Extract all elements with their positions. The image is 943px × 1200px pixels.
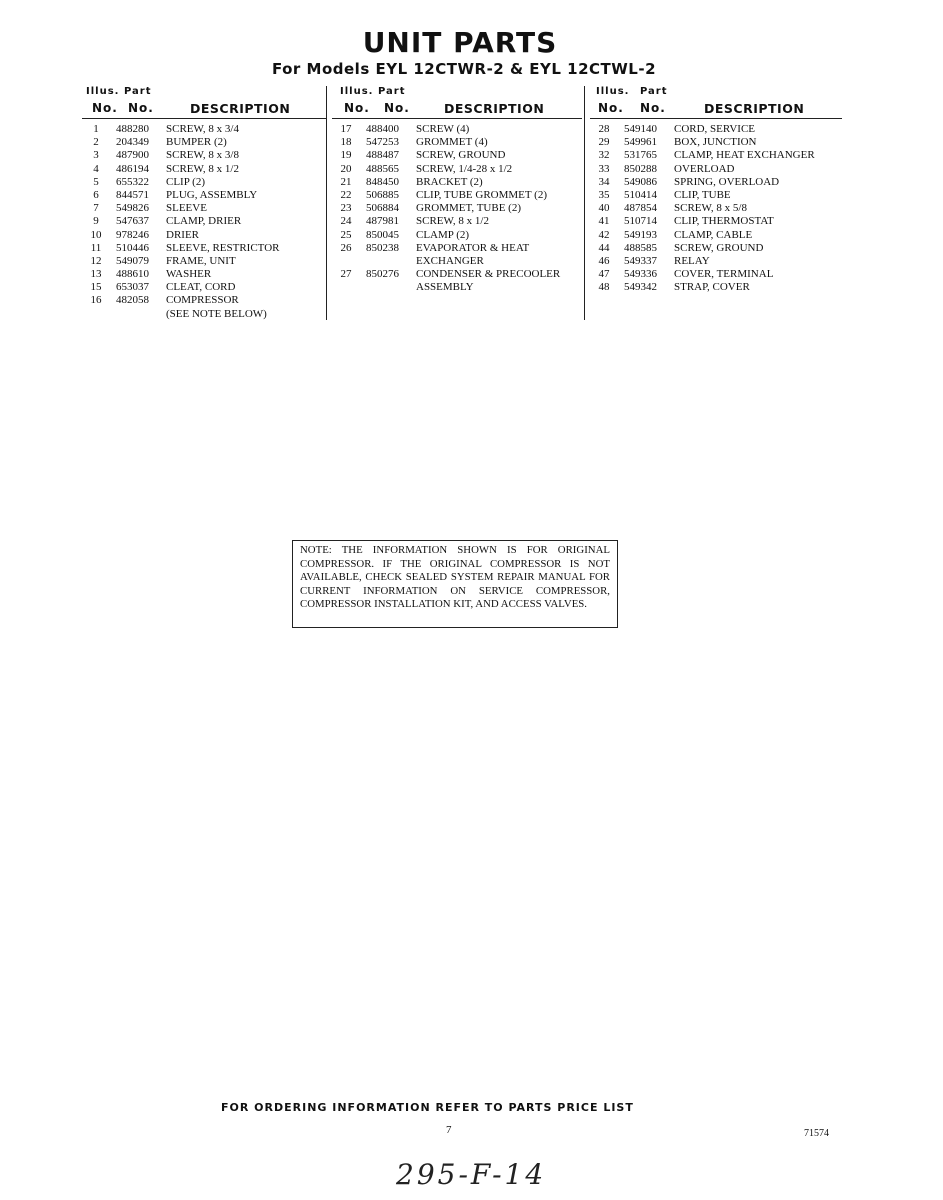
part-row xyxy=(82,149,326,162)
part-row xyxy=(82,294,326,307)
column-header xyxy=(332,86,582,119)
part-number: 549193 xyxy=(624,228,657,241)
page-subtitle: For Models EYL 12CTWR-2 & EYL 12CTWL-2 xyxy=(271,60,657,78)
part-row xyxy=(590,229,842,242)
part-description: SCREW, 1/4-28 x 1/2 xyxy=(416,162,513,175)
illus-number: 24 xyxy=(340,215,352,228)
handwritten-annotation: 295-F-14 xyxy=(396,1158,547,1191)
illus-number: 13 xyxy=(90,268,102,281)
illus-number: 4 xyxy=(93,162,99,175)
column-header xyxy=(590,86,842,119)
part-row xyxy=(332,123,582,136)
part-number: 488610 xyxy=(116,268,149,281)
illus-number: 21 xyxy=(340,175,352,188)
part-row xyxy=(590,123,842,136)
part-row xyxy=(82,136,326,149)
part-description: (SEE NOTE BELOW) xyxy=(166,307,267,320)
part-number: 488400 xyxy=(366,123,399,135)
part-row xyxy=(590,242,842,255)
part-number: 488565 xyxy=(366,162,399,175)
part-description: COMPRESSOR xyxy=(166,294,239,307)
part-number: 844571 xyxy=(116,188,149,201)
part-description: RELAY xyxy=(674,254,710,267)
illus-number: 16 xyxy=(90,294,102,307)
part-number: 549140 xyxy=(624,123,657,135)
part-row xyxy=(332,176,582,189)
part-number: 549342 xyxy=(624,281,657,294)
illus-number: 1 xyxy=(93,123,99,135)
part-description: EVAPORATOR & HEAT xyxy=(416,241,530,254)
header-illus: Illus. xyxy=(596,86,630,97)
header-illus: Illus. xyxy=(340,86,374,97)
illus-number: 44 xyxy=(598,241,610,254)
part-number: 547253 xyxy=(366,136,399,149)
part-row xyxy=(332,242,582,255)
part-row xyxy=(82,163,326,176)
illus-number: 35 xyxy=(598,188,610,201)
illus-number: 20 xyxy=(340,162,352,175)
part-row xyxy=(332,163,582,176)
part-row xyxy=(590,281,842,294)
parts-column-2 xyxy=(332,86,582,294)
part-description: CLAMP, DRIER xyxy=(166,215,242,228)
header-illus-no: No. xyxy=(344,101,370,115)
part-number: 850288 xyxy=(624,162,657,175)
part-number: 549826 xyxy=(116,202,149,215)
illus-number: 9 xyxy=(93,215,99,228)
part-number: 549086 xyxy=(624,175,657,188)
part-row-continuation xyxy=(332,255,582,268)
header-part-no: No. xyxy=(640,101,666,115)
part-row xyxy=(332,268,582,281)
header-illus: Illus. xyxy=(86,86,120,97)
part-number: 549336 xyxy=(624,268,657,281)
part-row xyxy=(82,202,326,215)
part-number: 506884 xyxy=(366,202,399,215)
part-row xyxy=(590,202,842,215)
part-number: 655322 xyxy=(116,175,149,188)
ordering-info-footer: FOR ORDERING INFORMATION REFER TO PARTS PRICE LIST xyxy=(221,1101,634,1114)
part-row xyxy=(590,189,842,202)
illus-number: 40 xyxy=(598,202,610,215)
part-row xyxy=(82,268,326,281)
part-description: CLIP (2) xyxy=(166,175,206,188)
part-number: 488487 xyxy=(366,149,399,162)
illus-number: 6 xyxy=(93,188,99,201)
header-illus-no: No. xyxy=(598,101,624,115)
part-number: 487981 xyxy=(366,215,399,228)
part-row xyxy=(590,136,842,149)
part-row-continuation xyxy=(332,281,582,294)
part-description: SLEEVE xyxy=(166,202,207,215)
illus-number: 48 xyxy=(598,281,610,294)
illus-number: 33 xyxy=(598,162,610,175)
part-row-continuation xyxy=(82,308,326,321)
part-description: CORD, SERVICE xyxy=(674,123,756,135)
part-number: 547637 xyxy=(116,215,149,228)
header-part: Part xyxy=(124,86,152,97)
part-row xyxy=(590,149,842,162)
illus-number: 15 xyxy=(90,281,102,294)
illus-number: 25 xyxy=(340,228,352,241)
illus-number: 12 xyxy=(90,254,102,267)
illus-number: 29 xyxy=(598,136,610,149)
part-description: STRAP, COVER xyxy=(674,281,750,294)
part-description: OVERLOAD xyxy=(674,162,735,175)
part-description: EXCHANGER xyxy=(416,254,484,267)
part-number: 549079 xyxy=(116,254,149,267)
part-row xyxy=(332,136,582,149)
illus-number: 27 xyxy=(340,268,352,281)
part-row xyxy=(590,176,842,189)
part-row xyxy=(82,242,326,255)
illus-number: 3 xyxy=(93,149,99,162)
part-description: SCREW (4) xyxy=(416,123,470,135)
part-description: CLIP, TUBE xyxy=(674,188,731,201)
illus-number: 5 xyxy=(93,175,99,188)
part-description: GROMMET (4) xyxy=(416,136,488,149)
part-row xyxy=(332,202,582,215)
part-row xyxy=(332,149,582,162)
part-row xyxy=(590,163,842,176)
part-description: ASSEMBLY xyxy=(416,281,474,294)
illus-number: 32 xyxy=(598,149,610,162)
header-part: Part xyxy=(640,86,668,97)
header-part: Part xyxy=(378,86,406,97)
part-number: 531765 xyxy=(624,149,657,162)
part-description: DRIER xyxy=(166,228,199,241)
part-number: 549337 xyxy=(624,254,657,267)
part-number: 549961 xyxy=(624,136,657,149)
part-description: SPRING, OVERLOAD xyxy=(674,175,780,188)
part-number: 850238 xyxy=(366,241,399,254)
part-description: CLIP, TUBE GROMMET (2) xyxy=(416,188,547,201)
part-number: 848450 xyxy=(366,175,399,188)
part-number: 204349 xyxy=(116,136,149,149)
illus-number: 10 xyxy=(90,228,102,241)
part-description: SCREW, 8 x 3/8 xyxy=(166,149,239,162)
part-description: BUMPER (2) xyxy=(166,136,227,149)
illus-number: 42 xyxy=(598,228,610,241)
part-number: 487854 xyxy=(624,202,657,215)
column-divider xyxy=(326,86,327,320)
part-description: SCREW, GROUND xyxy=(416,149,506,162)
part-number: 510714 xyxy=(624,215,657,228)
part-row xyxy=(332,229,582,242)
column-divider xyxy=(584,86,585,320)
header-part-no: No. xyxy=(128,101,154,115)
part-row xyxy=(82,176,326,189)
illus-number: 2 xyxy=(93,136,99,149)
part-row xyxy=(82,255,326,268)
part-number: 488585 xyxy=(624,241,657,254)
page-title: UNIT PARTS xyxy=(362,26,558,59)
parts-list xyxy=(82,123,326,321)
illus-number: 47 xyxy=(598,268,610,281)
parts-list xyxy=(332,123,582,294)
illus-number: 22 xyxy=(340,188,352,201)
part-description: WASHER xyxy=(166,268,212,281)
part-description: SLEEVE, RESTRICTOR xyxy=(166,241,280,254)
part-description: GROMMET, TUBE (2) xyxy=(416,202,522,215)
part-number: 850045 xyxy=(366,228,399,241)
part-number: 487900 xyxy=(116,149,149,162)
part-description: CONDENSER & PRECOOLER xyxy=(416,268,561,281)
part-description: SCREW, GROUND xyxy=(674,241,764,254)
part-row xyxy=(590,255,842,268)
illus-number: 19 xyxy=(340,149,352,162)
part-description: CLEAT, CORD xyxy=(166,281,236,294)
header-description: DESCRIPTION xyxy=(444,101,545,116)
part-row xyxy=(332,215,582,228)
part-description: CLAMP, HEAT EXCHANGER xyxy=(674,149,815,162)
part-description: BRACKET (2) xyxy=(416,175,483,188)
illus-number: 34 xyxy=(598,175,610,188)
part-description: SCREW, 8 x 5/8 xyxy=(674,202,747,215)
header-description: DESCRIPTION xyxy=(190,101,291,116)
illus-number: 11 xyxy=(90,241,102,254)
parts-column-1 xyxy=(82,86,326,321)
part-number: 486194 xyxy=(116,162,149,175)
compressor-note: NOTE: THE INFORMATION SHOWN IS FOR ORIGINAL COMPRESSOR. IF THE ORIGINAL COMPRESSOR IS NOT AVAILABLE, CHECK SEALED SYSTEM REPAIR MANUAL FOR CURRENT INFORMATION ON SERVICE COMPRESSOR, COMPRESSOR INSTALLATION KIT, AND ACCESS VALVES. xyxy=(292,540,618,628)
header-part-no: No. xyxy=(384,101,410,115)
column-header xyxy=(82,86,326,119)
part-description: SCREW, 8 x 3/4 xyxy=(166,123,239,135)
illus-number: 46 xyxy=(598,254,610,267)
part-number: 510414 xyxy=(624,188,657,201)
part-description: FRAME, UNIT xyxy=(166,254,236,267)
illus-number: 18 xyxy=(340,136,352,149)
part-description: SCREW, 8 x 1/2 xyxy=(166,162,239,175)
part-row xyxy=(590,215,842,228)
page-number: 7 xyxy=(446,1124,452,1136)
part-description: CLIP, THERMOSTAT xyxy=(674,215,774,228)
illus-number: 41 xyxy=(598,215,610,228)
part-row xyxy=(82,189,326,202)
part-description: BOX, JUNCTION xyxy=(674,136,757,149)
parts-column-3 xyxy=(590,86,842,294)
part-description: SCREW, 8 x 1/2 xyxy=(416,215,489,228)
part-number: 653037 xyxy=(116,281,149,294)
part-description: PLUG, ASSEMBLY xyxy=(166,188,258,201)
part-number: 510446 xyxy=(116,241,149,254)
document-number: 71574 xyxy=(804,1128,829,1139)
header-description: DESCRIPTION xyxy=(704,101,805,116)
part-row xyxy=(590,268,842,281)
illus-number: 17 xyxy=(340,123,352,135)
illus-number: 28 xyxy=(598,123,610,135)
part-row xyxy=(82,215,326,228)
part-number: 506885 xyxy=(366,188,399,201)
part-number: 482058 xyxy=(116,294,149,307)
part-row xyxy=(82,123,326,136)
part-number: 978246 xyxy=(116,228,149,241)
part-row xyxy=(332,189,582,202)
header-illus-no: No. xyxy=(92,101,118,115)
part-description: CLAMP, CABLE xyxy=(674,228,753,241)
parts-list xyxy=(590,123,842,294)
illus-number: 7 xyxy=(93,202,99,215)
part-number: 850276 xyxy=(366,268,399,281)
illus-number: 26 xyxy=(340,241,352,254)
part-row xyxy=(82,229,326,242)
part-number: 488280 xyxy=(116,123,149,135)
illus-number: 23 xyxy=(340,202,352,215)
part-description: CLAMP (2) xyxy=(416,228,470,241)
part-description: COVER, TERMINAL xyxy=(674,268,774,281)
part-row xyxy=(82,281,326,294)
